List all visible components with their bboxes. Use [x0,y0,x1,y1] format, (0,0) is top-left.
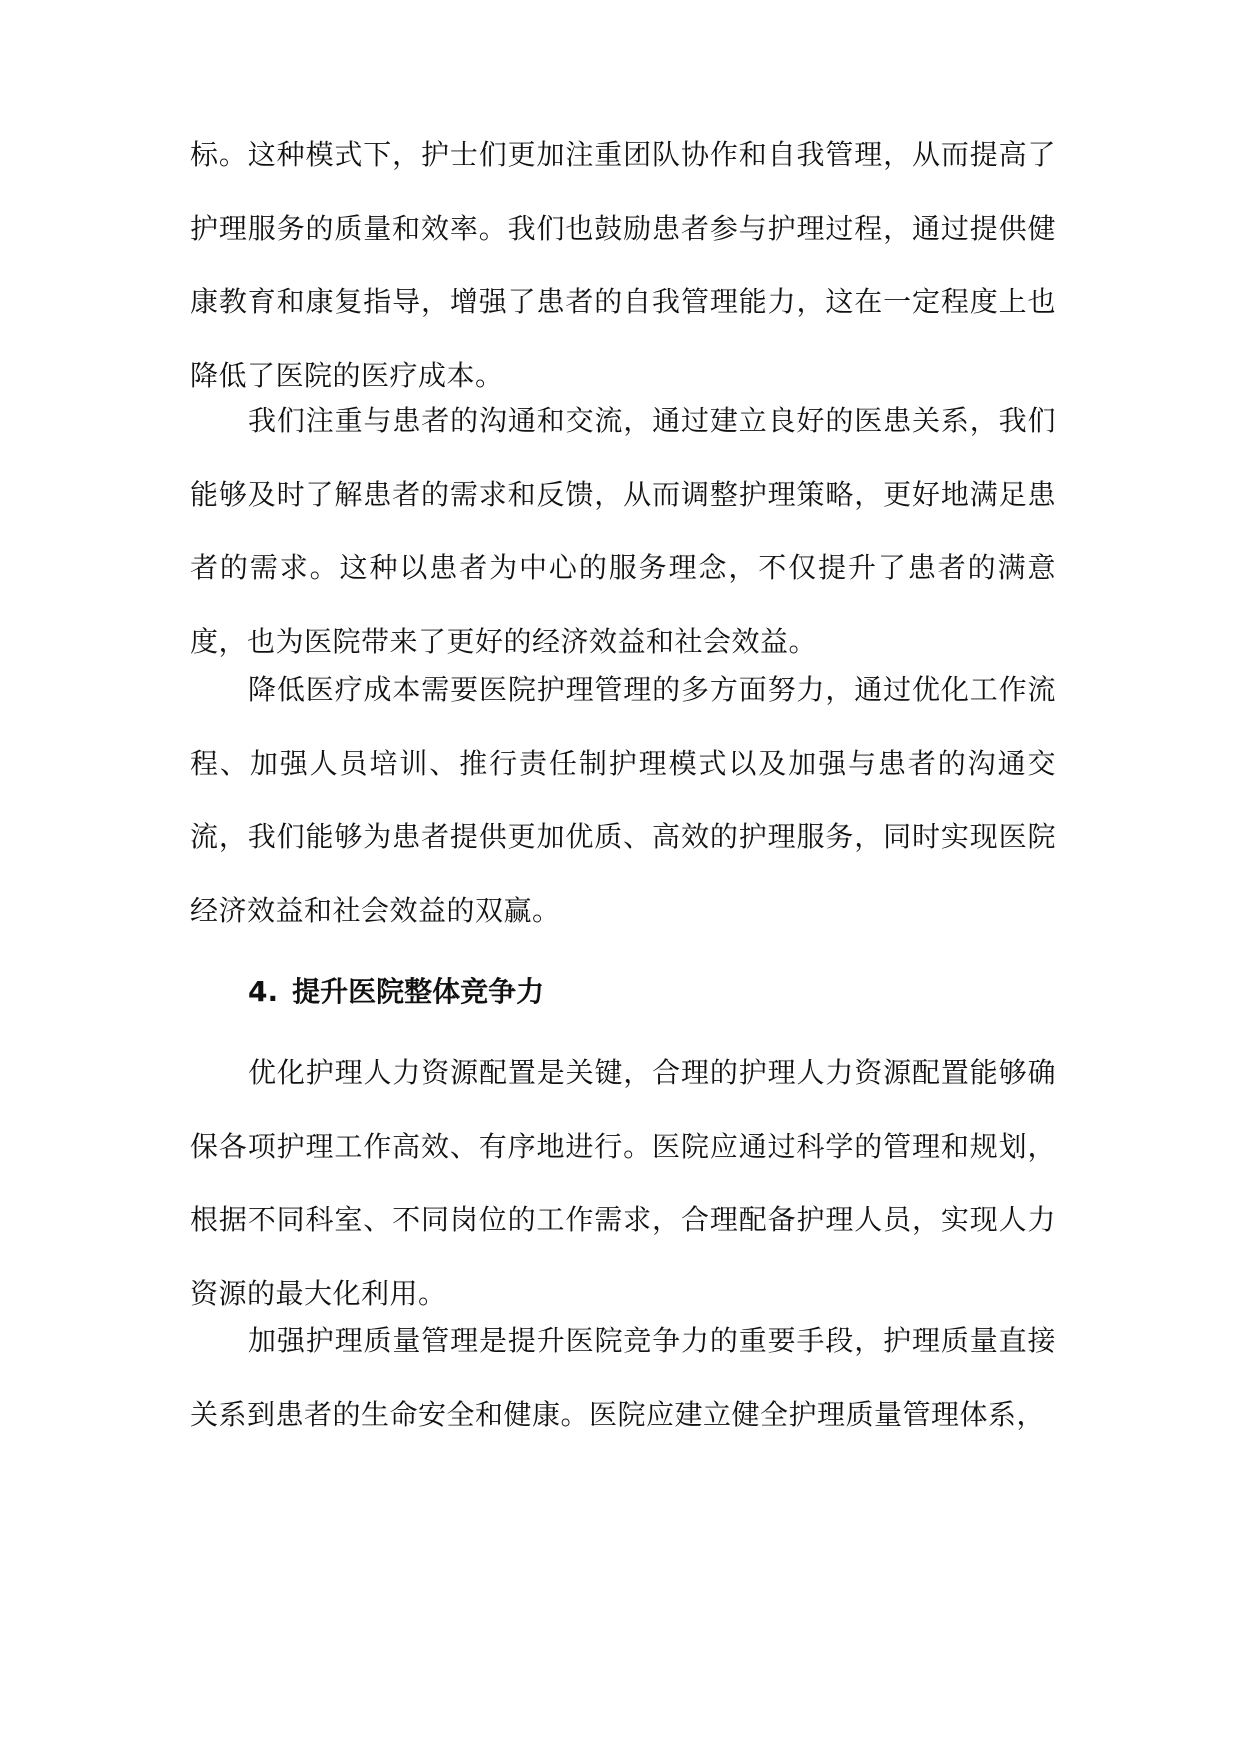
paragraph-continuation: 标。这种模式下，护士们更加注重团队协作和自我管理，从而提高了护理服务的质量和效率。我们也鼓励患者参与护理过程，通过提供健康教育和康复指导，增强了患者的自我管理能力，这在一定程度上也降低了医院的医疗成本。 [190,138,1056,392]
paragraph-hr-allocation: 优化护理人力资源配置是关键，合理的护理人力资源配置能够确保各项护理工作高效、有序地进行。医院应通过科学的管理和规划，根据不同科室、不同岗位的工作需求，合理配备护理人员，实现人力资源的最大化利用。 [190,1056,1056,1310]
section-title: 提升医院整体竞争力 [292,975,545,1008]
paragraph-quality-management: 加强护理质量管理是提升医院竞争力的重要手段，护理质量直接关系到患者的生命安全和健康。医院应建立健全护理质量管理体系， [190,1324,1056,1431]
paragraph-cost-reduction: 降低医疗成本需要医院护理管理的多方面努力，通过优化工作流程、加强人员培训、推行责任制护理模式以及加强与患者的沟通交流，我们能够为患者提供更加优质、高效的护理服务，同时实现医院经济效益和社会效益的双赢。 [190,673,1056,927]
paragraph-communication: 我们注重与患者的沟通和交流，通过建立良好的医患关系，我们能够及时了解患者的需求和反馈，从而调整护理策略，更好地满足患者的需求。这种以患者为中心的服务理念，不仅提升了患者的满意度，也为医院带来了更好的经济效益和社会效益。 [190,404,1056,658]
section-heading [248,972,1048,1012]
section-number: 4. [248,975,279,1008]
